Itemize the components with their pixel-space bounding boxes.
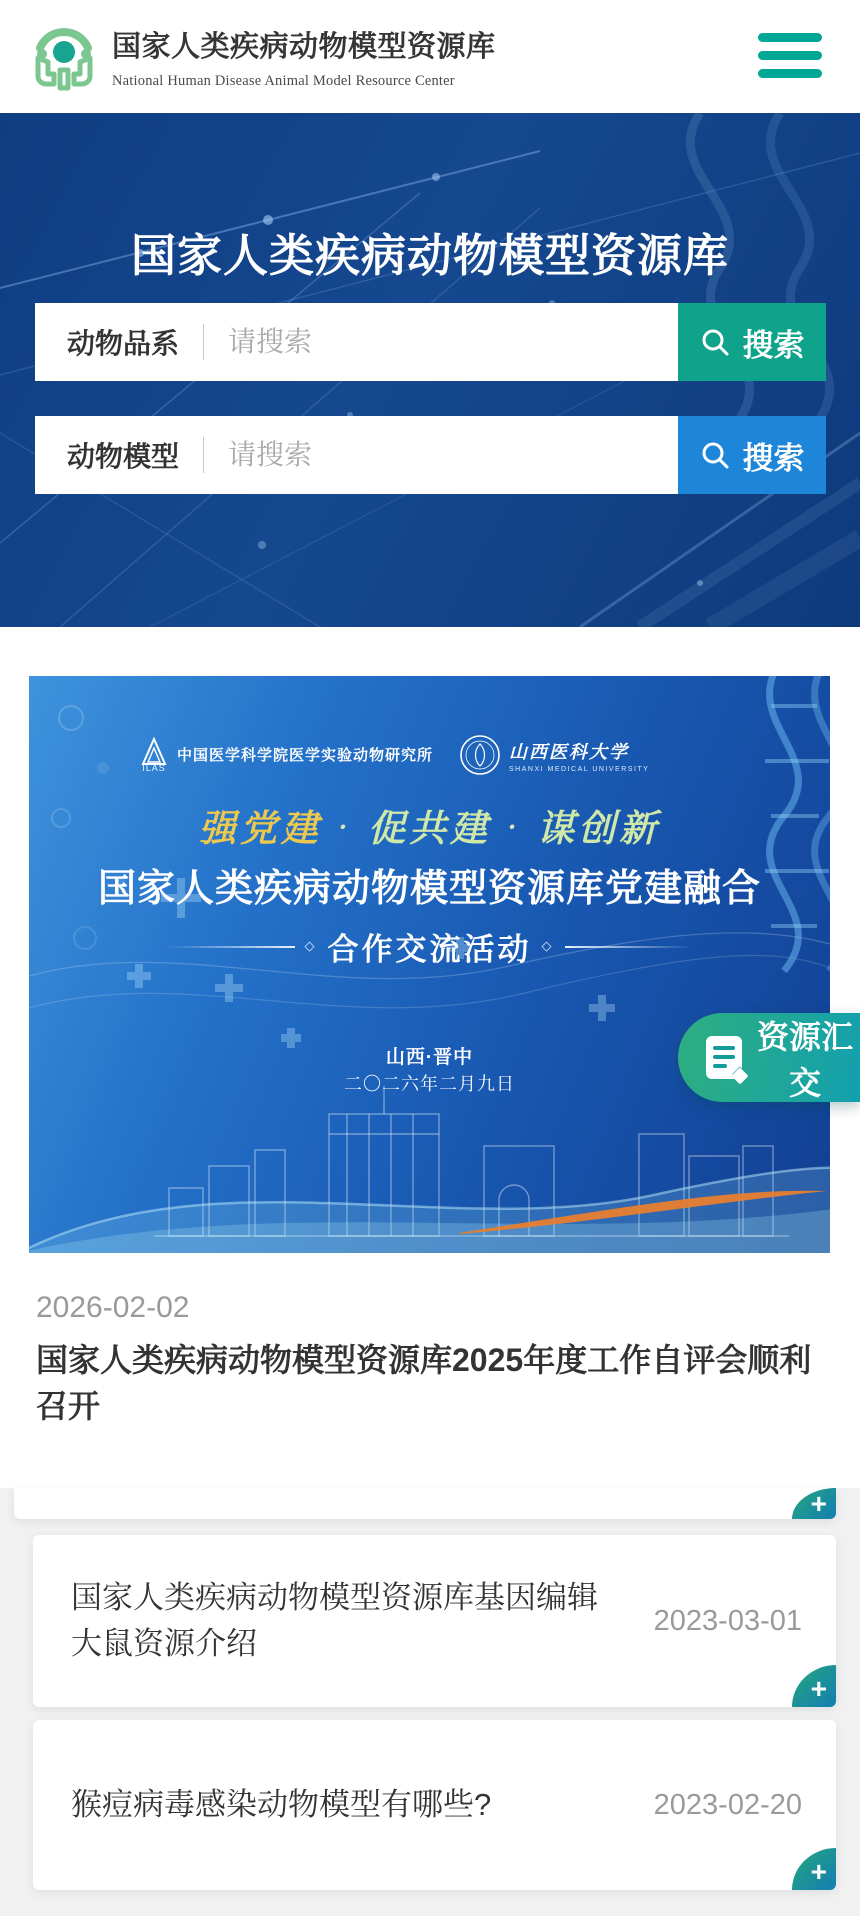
site-logo-icon xyxy=(30,18,98,92)
model-search-input[interactable] xyxy=(204,438,678,472)
strain-search-button-label: 搜索 xyxy=(742,327,805,363)
plus-icon[interactable]: + xyxy=(792,1488,836,1519)
university-logo xyxy=(459,734,649,776)
document-icon xyxy=(706,1036,742,1079)
list-item[interactable] xyxy=(33,1720,836,1890)
search-row-model xyxy=(35,416,826,494)
decor-line xyxy=(565,946,693,948)
news-date: 2026-02-02 xyxy=(36,1291,190,1324)
banner-slogan: 强党建 · 促共建 · 谋创新 xyxy=(198,806,661,850)
site-header xyxy=(0,0,860,113)
banner-location: 山西·晋中 xyxy=(385,1047,474,1068)
list-item-title: 猴痘病毒感染动物模型有哪些? xyxy=(71,1787,492,1822)
hero-section xyxy=(0,113,860,627)
model-search-label: 动物模型 xyxy=(67,441,180,472)
decor-line xyxy=(167,946,295,948)
list-item-partial[interactable] xyxy=(14,1488,836,1519)
model-search-button-label: 搜索 xyxy=(742,440,805,476)
diamond-icon: ◇ xyxy=(541,939,555,954)
plus-icon[interactable]: + xyxy=(792,1848,836,1890)
strain-search-label: 动物品系 xyxy=(67,328,180,359)
banner-subtitle: 合作交流活动 xyxy=(327,932,532,968)
site-title: 国家人类疾病动物模型资源库 xyxy=(112,31,496,63)
list-item-title: 国家人类疾病动物模型资源库基因编辑大鼠资源介绍 xyxy=(71,1580,598,1661)
diamond-icon: ◇ xyxy=(304,939,318,954)
hero-title: 国家人类疾病动物模型资源库 xyxy=(130,230,729,281)
banner-title: 国家人类疾病动物模型资源库党建融合 xyxy=(97,865,761,910)
strain-search-input[interactable] xyxy=(204,325,678,359)
university-seal-icon xyxy=(459,734,501,776)
search-icon xyxy=(700,327,730,357)
list-item-date: 2023-02-20 xyxy=(653,1788,802,1821)
site-subtitle: National Human Disease Animal Model Resource Center xyxy=(112,73,455,89)
faq-card-list xyxy=(0,1488,860,1916)
strain-search-button[interactable] xyxy=(678,303,826,381)
university-name-en: SHANXI MEDICAL UNIVERSITY xyxy=(509,765,650,773)
list-item-date: 2023-03-01 xyxy=(653,1604,802,1637)
banner-date: 二〇二六年二月九日 xyxy=(344,1074,515,1094)
banner-subtitle-row xyxy=(29,924,830,969)
search-icon xyxy=(700,440,730,470)
strain-search-box xyxy=(35,303,678,381)
ilas-abbr: ILAS xyxy=(142,763,166,773)
banner-logos xyxy=(141,734,649,776)
news-title: 国家人类疾病动物模型资源库2025年度工作自评会顺利召开 xyxy=(36,1342,812,1424)
list-item[interactable] xyxy=(33,1535,836,1707)
plus-icon[interactable]: + xyxy=(792,1665,836,1707)
menu-button[interactable] xyxy=(758,30,822,80)
ilas-logo xyxy=(141,737,433,773)
event-banner[interactable] xyxy=(29,676,830,1253)
model-search-button[interactable] xyxy=(678,416,826,494)
university-name: 山西医科大学 xyxy=(509,741,630,763)
site-title-block xyxy=(112,24,496,90)
hamburger-icon xyxy=(758,33,822,42)
resource-submit-label: 资源汇交 xyxy=(756,1018,853,1101)
ilas-name: 中国医学科学院医学实验动物研究所 xyxy=(177,747,434,764)
resource-submit-button[interactable] xyxy=(678,1013,860,1102)
news-entry[interactable] xyxy=(0,1253,860,1488)
search-row-strain xyxy=(35,303,826,381)
model-search-box xyxy=(35,416,678,494)
